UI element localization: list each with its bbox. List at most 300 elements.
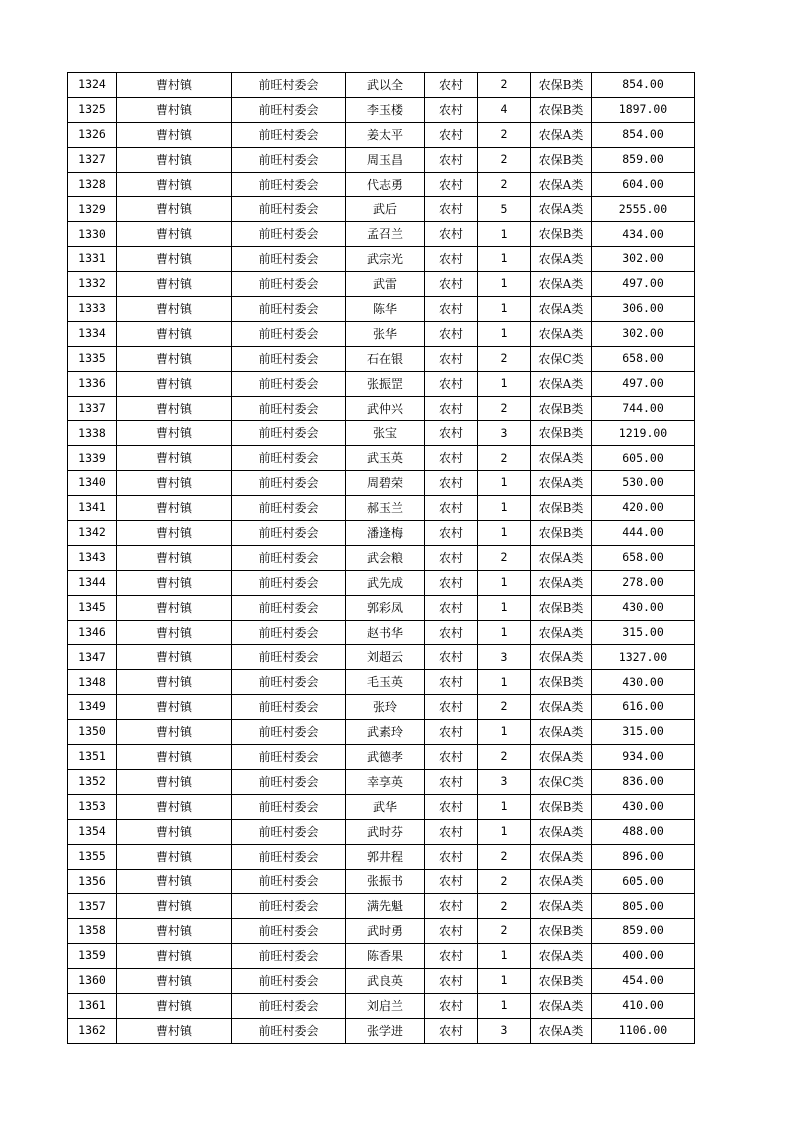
row-number: 1356 <box>68 869 117 894</box>
insurance-class-cell: 农保A类 <box>531 993 592 1018</box>
household-size-cell: 2 <box>478 122 531 147</box>
village-committee-cell: 前旺村委会 <box>232 695 346 720</box>
village-committee-cell: 前旺村委会 <box>232 396 346 421</box>
insurance-class-cell: 农保B类 <box>531 73 592 98</box>
amount-cell: 605.00 <box>592 869 695 894</box>
area-type-cell: 农村 <box>425 1018 478 1043</box>
amount-cell: 454.00 <box>592 969 695 994</box>
area-type-cell: 农村 <box>425 396 478 421</box>
table-row <box>68 894 695 919</box>
town-cell: 曹村镇 <box>117 421 232 446</box>
town-cell: 曹村镇 <box>117 894 232 919</box>
area-type-cell: 农村 <box>425 471 478 496</box>
village-committee-cell: 前旺村委会 <box>232 645 346 670</box>
table-row <box>68 545 695 570</box>
insurance-class-cell: 农保A类 <box>531 122 592 147</box>
table-row <box>68 346 695 371</box>
amount-cell: 1219.00 <box>592 421 695 446</box>
town-cell: 曹村镇 <box>117 969 232 994</box>
name-cell: 张振罡 <box>346 371 425 396</box>
household-size-cell: 5 <box>478 197 531 222</box>
area-type-cell: 农村 <box>425 73 478 98</box>
insurance-class-cell: 农保B类 <box>531 670 592 695</box>
town-cell: 曹村镇 <box>117 197 232 222</box>
village-committee-cell: 前旺村委会 <box>232 197 346 222</box>
table-row <box>68 720 695 745</box>
household-size-cell: 1 <box>478 222 531 247</box>
amount-cell: 497.00 <box>592 371 695 396</box>
amount-cell: 278.00 <box>592 570 695 595</box>
table-row <box>68 471 695 496</box>
amount-cell: 420.00 <box>592 496 695 521</box>
amount-cell: 410.00 <box>592 993 695 1018</box>
area-type-cell: 农村 <box>425 496 478 521</box>
area-type-cell: 农村 <box>425 794 478 819</box>
row-number: 1342 <box>68 521 117 546</box>
name-cell: 李玉楼 <box>346 97 425 122</box>
name-cell: 赵书华 <box>346 620 425 645</box>
household-size-cell: 1 <box>478 969 531 994</box>
household-size-cell: 2 <box>478 73 531 98</box>
household-size-cell: 2 <box>478 172 531 197</box>
name-cell: 周碧荣 <box>346 471 425 496</box>
town-cell: 曹村镇 <box>117 745 232 770</box>
village-committee-cell: 前旺村委会 <box>232 222 346 247</box>
household-size-cell: 1 <box>478 570 531 595</box>
area-type-cell: 农村 <box>425 969 478 994</box>
household-size-cell: 1 <box>478 670 531 695</box>
insurance-class-cell: 农保B类 <box>531 147 592 172</box>
name-cell: 郭彩凤 <box>346 595 425 620</box>
row-number: 1358 <box>68 919 117 944</box>
household-size-cell: 1 <box>478 371 531 396</box>
village-committee-cell: 前旺村委会 <box>232 545 346 570</box>
table-row <box>68 695 695 720</box>
town-cell: 曹村镇 <box>117 471 232 496</box>
table-row <box>68 919 695 944</box>
household-size-cell: 4 <box>478 97 531 122</box>
area-type-cell: 农村 <box>425 745 478 770</box>
name-cell: 郭井程 <box>346 844 425 869</box>
amount-cell: 836.00 <box>592 769 695 794</box>
row-number: 1335 <box>68 346 117 371</box>
village-committee-cell: 前旺村委会 <box>232 297 346 322</box>
name-cell: 孟召兰 <box>346 222 425 247</box>
village-committee-cell: 前旺村委会 <box>232 720 346 745</box>
insurance-class-cell: 农保A类 <box>531 247 592 272</box>
village-committee-cell: 前旺村委会 <box>232 471 346 496</box>
insurance-class-cell: 农保B类 <box>531 421 592 446</box>
amount-cell: 805.00 <box>592 894 695 919</box>
amount-cell: 434.00 <box>592 222 695 247</box>
insurance-class-cell: 农保A类 <box>531 272 592 297</box>
name-cell: 武以全 <box>346 73 425 98</box>
name-cell: 武德孝 <box>346 745 425 770</box>
insurance-class-cell: 农保B类 <box>531 595 592 620</box>
insurance-class-cell: 农保B类 <box>531 794 592 819</box>
village-committee-cell: 前旺村委会 <box>232 894 346 919</box>
town-cell: 曹村镇 <box>117 869 232 894</box>
household-size-cell: 3 <box>478 769 531 794</box>
amount-cell: 430.00 <box>592 670 695 695</box>
town-cell: 曹村镇 <box>117 1018 232 1043</box>
row-number: 1339 <box>68 446 117 471</box>
table-row <box>68 670 695 695</box>
insurance-class-cell: 农保C类 <box>531 346 592 371</box>
row-number: 1347 <box>68 645 117 670</box>
table-row <box>68 869 695 894</box>
row-number: 1344 <box>68 570 117 595</box>
area-type-cell: 农村 <box>425 371 478 396</box>
household-size-cell: 1 <box>478 819 531 844</box>
amount-cell: 497.00 <box>592 272 695 297</box>
row-number: 1328 <box>68 172 117 197</box>
area-type-cell: 农村 <box>425 346 478 371</box>
insurance-class-cell: 农保A类 <box>531 172 592 197</box>
village-committee-cell: 前旺村委会 <box>232 670 346 695</box>
name-cell: 代志勇 <box>346 172 425 197</box>
town-cell: 曹村镇 <box>117 645 232 670</box>
household-size-cell: 2 <box>478 396 531 421</box>
row-number: 1355 <box>68 844 117 869</box>
household-size-cell: 1 <box>478 297 531 322</box>
row-number: 1336 <box>68 371 117 396</box>
table-row <box>68 197 695 222</box>
town-cell: 曹村镇 <box>117 247 232 272</box>
row-number: 1341 <box>68 496 117 521</box>
name-cell: 武时芬 <box>346 819 425 844</box>
area-type-cell: 农村 <box>425 645 478 670</box>
name-cell: 幸享英 <box>346 769 425 794</box>
insurance-class-cell: 农保A类 <box>531 720 592 745</box>
name-cell: 姜太平 <box>346 122 425 147</box>
row-number: 1325 <box>68 97 117 122</box>
amount-cell: 430.00 <box>592 595 695 620</box>
area-type-cell: 农村 <box>425 894 478 919</box>
name-cell: 张振书 <box>346 869 425 894</box>
insurance-class-cell: 农保A类 <box>531 894 592 919</box>
table-row <box>68 769 695 794</box>
town-cell: 曹村镇 <box>117 819 232 844</box>
name-cell: 武仲兴 <box>346 396 425 421</box>
row-number: 1357 <box>68 894 117 919</box>
village-committee-cell: 前旺村委会 <box>232 794 346 819</box>
table-row <box>68 371 695 396</box>
amount-cell: 306.00 <box>592 297 695 322</box>
area-type-cell: 农村 <box>425 247 478 272</box>
area-type-cell: 农村 <box>425 993 478 1018</box>
town-cell: 曹村镇 <box>117 620 232 645</box>
area-type-cell: 农村 <box>425 570 478 595</box>
insurance-class-cell: 农保C类 <box>531 769 592 794</box>
village-committee-cell: 前旺村委会 <box>232 421 346 446</box>
village-committee-cell: 前旺村委会 <box>232 272 346 297</box>
area-type-cell: 农村 <box>425 595 478 620</box>
table-row <box>68 321 695 346</box>
area-type-cell: 农村 <box>425 769 478 794</box>
row-number: 1340 <box>68 471 117 496</box>
name-cell: 石在银 <box>346 346 425 371</box>
insurance-class-cell: 农保A类 <box>531 570 592 595</box>
name-cell: 郝玉兰 <box>346 496 425 521</box>
amount-cell: 605.00 <box>592 446 695 471</box>
amount-cell: 658.00 <box>592 346 695 371</box>
amount-cell: 2555.00 <box>592 197 695 222</box>
name-cell: 武素玲 <box>346 720 425 745</box>
amount-cell: 859.00 <box>592 919 695 944</box>
village-committee-cell: 前旺村委会 <box>232 147 346 172</box>
name-cell: 武华 <box>346 794 425 819</box>
village-committee-cell: 前旺村委会 <box>232 595 346 620</box>
amount-cell: 315.00 <box>592 720 695 745</box>
table-row <box>68 396 695 421</box>
row-number: 1346 <box>68 620 117 645</box>
town-cell: 曹村镇 <box>117 545 232 570</box>
village-committee-cell: 前旺村委会 <box>232 570 346 595</box>
town-cell: 曹村镇 <box>117 769 232 794</box>
table-row <box>68 521 695 546</box>
household-size-cell: 3 <box>478 421 531 446</box>
town-cell: 曹村镇 <box>117 396 232 421</box>
village-committee-cell: 前旺村委会 <box>232 844 346 869</box>
household-size-cell: 1 <box>478 720 531 745</box>
town-cell: 曹村镇 <box>117 944 232 969</box>
village-committee-cell: 前旺村委会 <box>232 745 346 770</box>
row-number: 1343 <box>68 545 117 570</box>
town-cell: 曹村镇 <box>117 720 232 745</box>
insurance-class-cell: 农保B类 <box>531 919 592 944</box>
amount-cell: 1897.00 <box>592 97 695 122</box>
town-cell: 曹村镇 <box>117 222 232 247</box>
table-row <box>68 969 695 994</box>
insurance-class-cell: 农保A类 <box>531 297 592 322</box>
town-cell: 曹村镇 <box>117 272 232 297</box>
table-row <box>68 645 695 670</box>
town-cell: 曹村镇 <box>117 919 232 944</box>
town-cell: 曹村镇 <box>117 496 232 521</box>
amount-cell: 430.00 <box>592 794 695 819</box>
name-cell: 周玉昌 <box>346 147 425 172</box>
amount-cell: 302.00 <box>592 247 695 272</box>
town-cell: 曹村镇 <box>117 172 232 197</box>
name-cell: 张华 <box>346 321 425 346</box>
town-cell: 曹村镇 <box>117 695 232 720</box>
row-number: 1332 <box>68 272 117 297</box>
row-number: 1359 <box>68 944 117 969</box>
area-type-cell: 农村 <box>425 147 478 172</box>
town-cell: 曹村镇 <box>117 570 232 595</box>
area-type-cell: 农村 <box>425 919 478 944</box>
household-size-cell: 1 <box>478 321 531 346</box>
row-number: 1351 <box>68 745 117 770</box>
area-type-cell: 农村 <box>425 844 478 869</box>
amount-cell: 604.00 <box>592 172 695 197</box>
row-number: 1330 <box>68 222 117 247</box>
name-cell: 满先魁 <box>346 894 425 919</box>
name-cell: 刘超云 <box>346 645 425 670</box>
village-committee-cell: 前旺村委会 <box>232 371 346 396</box>
area-type-cell: 农村 <box>425 695 478 720</box>
row-number: 1338 <box>68 421 117 446</box>
row-number: 1333 <box>68 297 117 322</box>
insurance-class-cell: 农保B类 <box>531 496 592 521</box>
area-type-cell: 农村 <box>425 620 478 645</box>
row-number: 1352 <box>68 769 117 794</box>
amount-cell: 616.00 <box>592 695 695 720</box>
town-cell: 曹村镇 <box>117 147 232 172</box>
amount-cell: 1327.00 <box>592 645 695 670</box>
insurance-class-cell: 农保A类 <box>531 695 592 720</box>
name-cell: 张宝 <box>346 421 425 446</box>
row-number: 1337 <box>68 396 117 421</box>
town-cell: 曹村镇 <box>117 595 232 620</box>
insurance-class-cell: 农保A类 <box>531 944 592 969</box>
row-number: 1324 <box>68 73 117 98</box>
town-cell: 曹村镇 <box>117 122 232 147</box>
insurance-class-cell: 农保A类 <box>531 844 592 869</box>
household-size-cell: 3 <box>478 1018 531 1043</box>
town-cell: 曹村镇 <box>117 521 232 546</box>
name-cell: 潘逢梅 <box>346 521 425 546</box>
table-row <box>68 172 695 197</box>
area-type-cell: 农村 <box>425 720 478 745</box>
village-committee-cell: 前旺村委会 <box>232 97 346 122</box>
name-cell: 武玉英 <box>346 446 425 471</box>
name-cell: 武宗光 <box>346 247 425 272</box>
household-size-cell: 2 <box>478 869 531 894</box>
village-committee-cell: 前旺村委会 <box>232 446 346 471</box>
insurance-class-cell: 农保A类 <box>531 869 592 894</box>
row-number: 1353 <box>68 794 117 819</box>
amount-cell: 658.00 <box>592 545 695 570</box>
household-size-cell: 1 <box>478 247 531 272</box>
table-row <box>68 147 695 172</box>
household-size-cell: 1 <box>478 620 531 645</box>
table-row <box>68 446 695 471</box>
village-committee-cell: 前旺村委会 <box>232 919 346 944</box>
household-size-cell: 3 <box>478 645 531 670</box>
row-number: 1326 <box>68 122 117 147</box>
household-size-cell: 1 <box>478 272 531 297</box>
town-cell: 曹村镇 <box>117 346 232 371</box>
amount-cell: 400.00 <box>592 944 695 969</box>
village-committee-cell: 前旺村委会 <box>232 172 346 197</box>
row-number: 1349 <box>68 695 117 720</box>
area-type-cell: 农村 <box>425 321 478 346</box>
table-row <box>68 247 695 272</box>
amount-cell: 444.00 <box>592 521 695 546</box>
row-number: 1329 <box>68 197 117 222</box>
name-cell: 武会粮 <box>346 545 425 570</box>
household-size-cell: 2 <box>478 147 531 172</box>
row-number: 1360 <box>68 969 117 994</box>
table-row <box>68 222 695 247</box>
town-cell: 曹村镇 <box>117 446 232 471</box>
household-size-cell: 1 <box>478 496 531 521</box>
area-type-cell: 农村 <box>425 869 478 894</box>
table-row <box>68 993 695 1018</box>
name-cell: 张学进 <box>346 1018 425 1043</box>
amount-cell: 934.00 <box>592 745 695 770</box>
household-size-cell: 1 <box>478 471 531 496</box>
amount-cell: 859.00 <box>592 147 695 172</box>
household-size-cell: 2 <box>478 695 531 720</box>
village-committee-cell: 前旺村委会 <box>232 993 346 1018</box>
amount-cell: 854.00 <box>592 73 695 98</box>
amount-cell: 488.00 <box>592 819 695 844</box>
area-type-cell: 农村 <box>425 272 478 297</box>
household-size-cell: 2 <box>478 745 531 770</box>
table-row <box>68 1018 695 1043</box>
household-size-cell: 2 <box>478 545 531 570</box>
table-row <box>68 745 695 770</box>
town-cell: 曹村镇 <box>117 371 232 396</box>
area-type-cell: 农村 <box>425 545 478 570</box>
name-cell: 武时勇 <box>346 919 425 944</box>
insurance-class-cell: 农保A类 <box>531 1018 592 1043</box>
row-number: 1334 <box>68 321 117 346</box>
insurance-class-cell: 农保A类 <box>531 620 592 645</box>
insurance-class-cell: 农保A类 <box>531 197 592 222</box>
amount-cell: 896.00 <box>592 844 695 869</box>
town-cell: 曹村镇 <box>117 993 232 1018</box>
household-size-cell: 2 <box>478 919 531 944</box>
row-number: 1348 <box>68 670 117 695</box>
table-row <box>68 97 695 122</box>
amount-cell: 744.00 <box>592 396 695 421</box>
insurance-class-cell: 农保A类 <box>531 321 592 346</box>
insurance-class-cell: 农保A类 <box>531 745 592 770</box>
village-committee-cell: 前旺村委会 <box>232 819 346 844</box>
household-size-cell: 2 <box>478 446 531 471</box>
household-size-cell: 1 <box>478 944 531 969</box>
insurance-class-cell: 农保A类 <box>531 446 592 471</box>
table-row <box>68 122 695 147</box>
insurance-class-cell: 农保A类 <box>531 819 592 844</box>
area-type-cell: 农村 <box>425 421 478 446</box>
village-committee-cell: 前旺村委会 <box>232 944 346 969</box>
village-committee-cell: 前旺村委会 <box>232 620 346 645</box>
household-size-cell: 2 <box>478 346 531 371</box>
insurance-class-cell: 农保B类 <box>531 396 592 421</box>
village-committee-cell: 前旺村委会 <box>232 247 346 272</box>
town-cell: 曹村镇 <box>117 844 232 869</box>
insurance-class-cell: 农保A类 <box>531 371 592 396</box>
name-cell: 武雷 <box>346 272 425 297</box>
town-cell: 曹村镇 <box>117 73 232 98</box>
amount-cell: 854.00 <box>592 122 695 147</box>
village-committee-cell: 前旺村委会 <box>232 73 346 98</box>
insurance-class-cell: 农保B类 <box>531 521 592 546</box>
name-cell: 武后 <box>346 197 425 222</box>
row-number: 1354 <box>68 819 117 844</box>
household-size-cell: 1 <box>478 595 531 620</box>
insurance-class-cell: 农保A类 <box>531 545 592 570</box>
name-cell: 武良英 <box>346 969 425 994</box>
household-size-cell: 1 <box>478 993 531 1018</box>
household-size-cell: 2 <box>478 844 531 869</box>
row-number: 1327 <box>68 147 117 172</box>
amount-cell: 530.00 <box>592 471 695 496</box>
roster-body <box>68 73 695 1044</box>
area-type-cell: 农村 <box>425 446 478 471</box>
name-cell: 张玲 <box>346 695 425 720</box>
amount-cell: 302.00 <box>592 321 695 346</box>
town-cell: 曹村镇 <box>117 794 232 819</box>
area-type-cell: 农村 <box>425 944 478 969</box>
household-size-cell: 1 <box>478 794 531 819</box>
insurance-class-cell: 农保B类 <box>531 97 592 122</box>
